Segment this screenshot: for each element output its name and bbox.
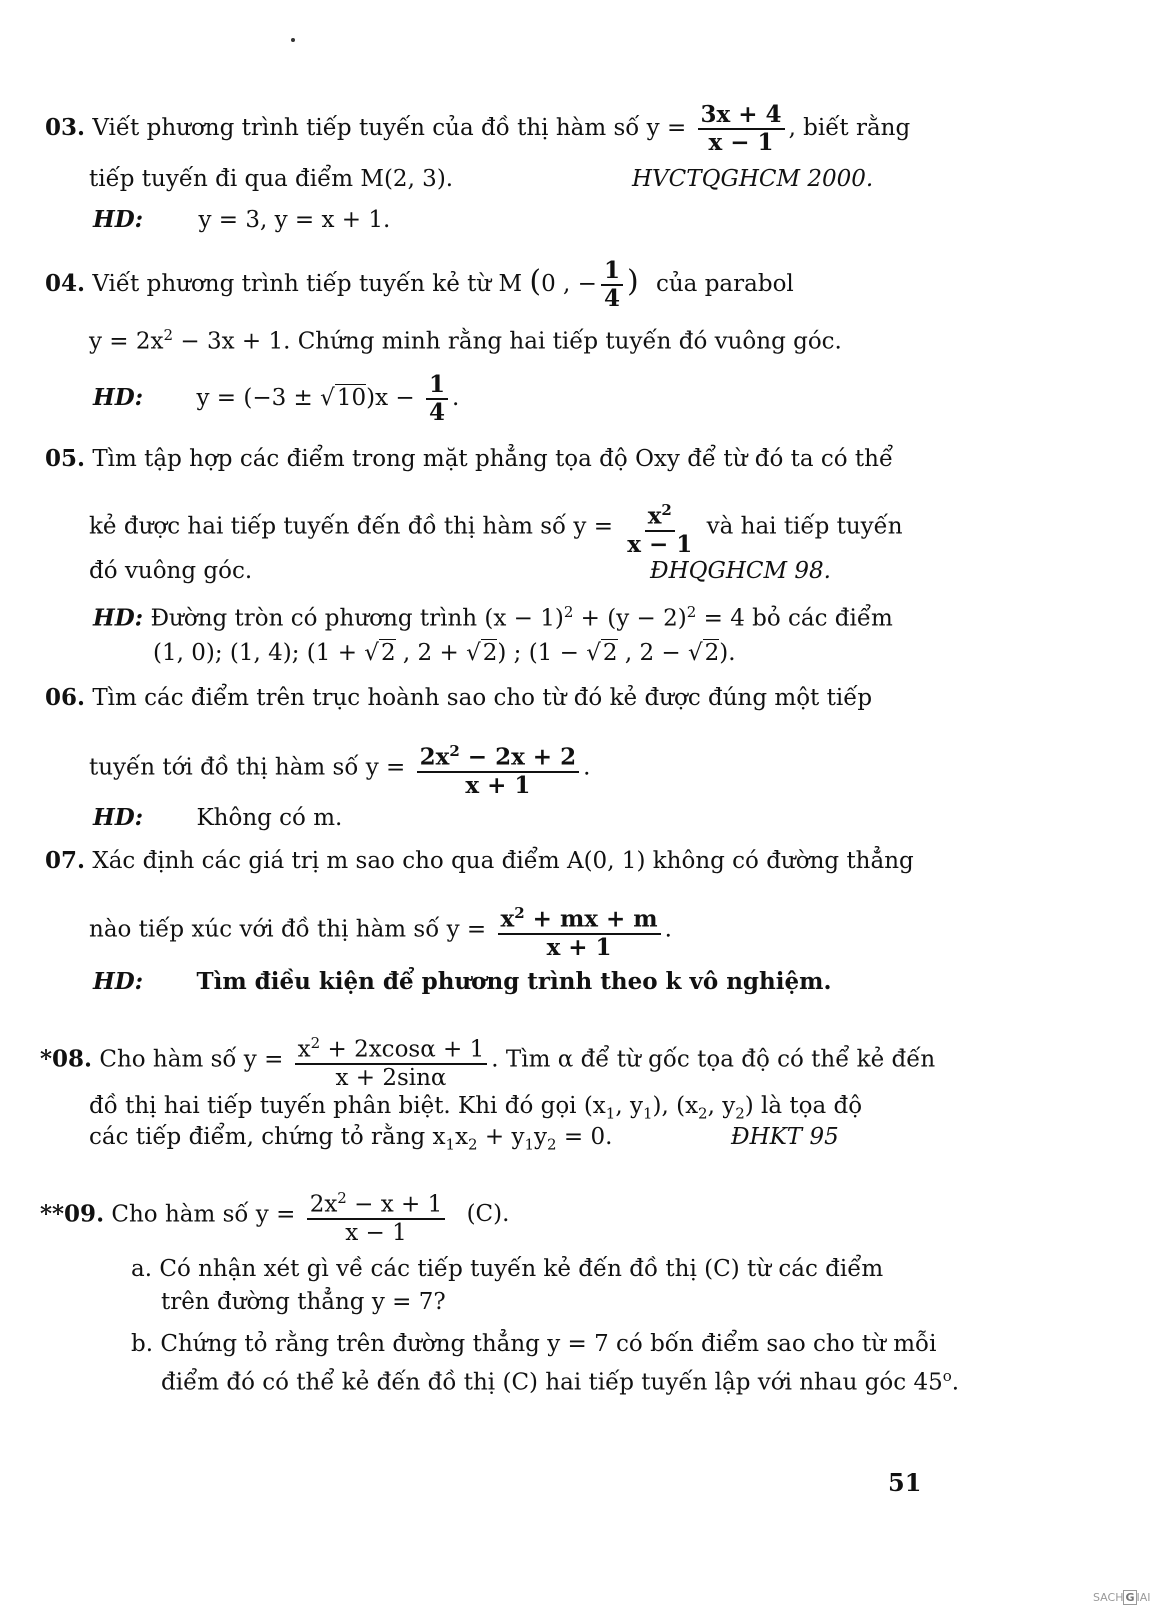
problem-07-line-1: 07. Xác định các giá trị m sao cho qua điểm A(0, 1) không có đường thẳng [45,847,914,874]
fraction: $\frac{x^2 + 2xcos\alpha + 1}{x + 2\sin\alpha}$ [295,1030,488,1091]
problem-03-line-1: 03. Viết phương trình tiếp tuyến của đồ thị hàm số y = $\frac{3x + 4}{x - 1}$ , biết rằng [45,101,911,156]
problem-number: *08. [40,1045,93,1073]
hint-label: HD: [93,384,144,411]
hint-label: HD: [93,604,144,632]
problem-number: 06. [45,684,86,711]
problem-06-line-1: 06. Tìm các điểm trên trục hoành sao cho từ đó kẻ được đúng một tiếp [45,684,873,711]
problem-06-line-2: tuyến tới đồ thị hàm số y = $\frac{2x^2 - 2x + 2}{x + 1}$ . [89,738,590,799]
fraction: $\frac{3x + 4}{x - 1}$ [698,102,785,156]
problem-number: 07. [45,847,86,874]
problem-05-line-1: 05. Tìm tập hợp các điểm trong mặt phẳng tọa độ Oxy để từ đó ta có thể [45,445,894,472]
hint-07: HD: Tìm điều kiện để phương trình theo k vô nghiệm. [93,968,832,995]
fraction: $\frac{2x^2 - 2x + 2}{x + 1}$ [417,738,579,799]
source-citation: ĐHQGHCM 98. [650,558,831,584]
problem-04-line-1: 04. Viết phương trình tiếp tuyến kẻ từ M (0 , − $\frac{1}{4}$ ) của parabol [45,257,794,312]
hint-label: HD: [93,804,144,831]
hint-05-line-2: (1, 0); (1, 4); (1 + √2 , 2 + √2) ; (1 − √2 , 2 − √2). [153,640,736,666]
problem-09-part-b-line-2: điểm đó có thể kẻ đến đồ thị (C) hai tiếp tuyến lập với nhau góc 45$^o$. [161,1367,960,1396]
hint-03: HD: y = 3, y = x + 1. [93,206,391,233]
scan-speck [291,38,295,42]
page-number: 51 [888,1468,922,1497]
problem-number: 04. [45,270,86,297]
problem-04-line-2: $y = 2x^2 - 3x + 1$. Chứng minh rằng hai tiếp tuyến đó vuông góc. [89,326,842,355]
problem-05-line-3: đó vuông góc. [89,558,253,584]
problem-text: Viết phương trình tiếp tuyến của đồ thị hàm số y = [92,115,687,141]
problem-09-line-1: **09. Cho hàm số y = $\frac{2x^2 - x + 1}{x - 1}$ (C). [40,1185,509,1246]
source-citation: HVCTQGHCM 2000. [632,166,874,192]
hint-04: HD: y = (−3 ± √10)x − $\frac{1}{4}$ . [93,371,460,426]
problem-number: 03. [45,114,86,141]
watermark-logo: SACH G IAI [1093,1591,1151,1604]
problem-number: 05. [45,445,86,472]
hint-label: HD: [93,206,144,233]
problem-09-part-a-line-1: a. Có nhận xét gì về các tiếp tuyến kẻ đến đồ thị (C) từ các điểm [131,1256,884,1282]
fraction: $\frac{1}{4}$ [601,258,623,312]
fraction: $\frac{1}{4}$ [426,372,448,426]
problem-05-line-2: kẻ được hai tiếp tuyến đến đồ thị hàm số y = $\frac{x^2}{x - 1}$ và hai tiếp tuyến [89,497,903,558]
fraction: $\frac{2x^2 - x + 1}{x - 1}$ [307,1185,446,1246]
problem-08-line-3: các tiếp điểm, chứng tỏ rằng $x_1x_2 + y_1y_2 = 0$. [89,1124,613,1154]
problem-03-line-2: tiếp tuyến đi qua điểm M(2, 3). [89,166,454,192]
problem-07-line-2: nào tiếp xúc với đồ thị hàm số y = $\frac{x^2 + mx + m}{x + 1}$ . [89,900,672,961]
fraction: $\frac{x^2 + mx + m}{x + 1}$ [498,900,661,961]
problem-number: **09. [40,1200,105,1228]
problem-08-line-2: đồ thị hai tiếp tuyến phân biệt. Khi đó gọi ($x_1$, $y_1$), ($x_2$, $y_2$) là tọa độ [89,1093,863,1123]
hint-05-line-1: HD: Đường tròn có phương trình $(x - 1)^2 + (y - 2)^2 = 4$ bỏ các điểm [93,603,893,632]
problem-09-part-a-line-2: trên đường thẳng y = 7? [161,1289,446,1315]
problem-09-part-b-line-1: b. Chứng tỏ rằng trên đường thẳng y = 7 có bốn điểm sao cho từ mỗi [131,1331,937,1357]
hint-label: HD: [93,968,144,995]
hint-06: HD: Không có m. [93,804,343,831]
fraction: $\frac{x^2}{x - 1}$ [624,497,695,558]
source-citation: ĐHKT 95 [731,1124,839,1150]
problem-08-line-1: *08. Cho hàm số y = $\frac{x^2 + 2xcos\alpha + 1}{x + 2\sin\alpha}$ . Tìm α để từ gốc tọa độ có thể kẻ đến [40,1030,935,1091]
